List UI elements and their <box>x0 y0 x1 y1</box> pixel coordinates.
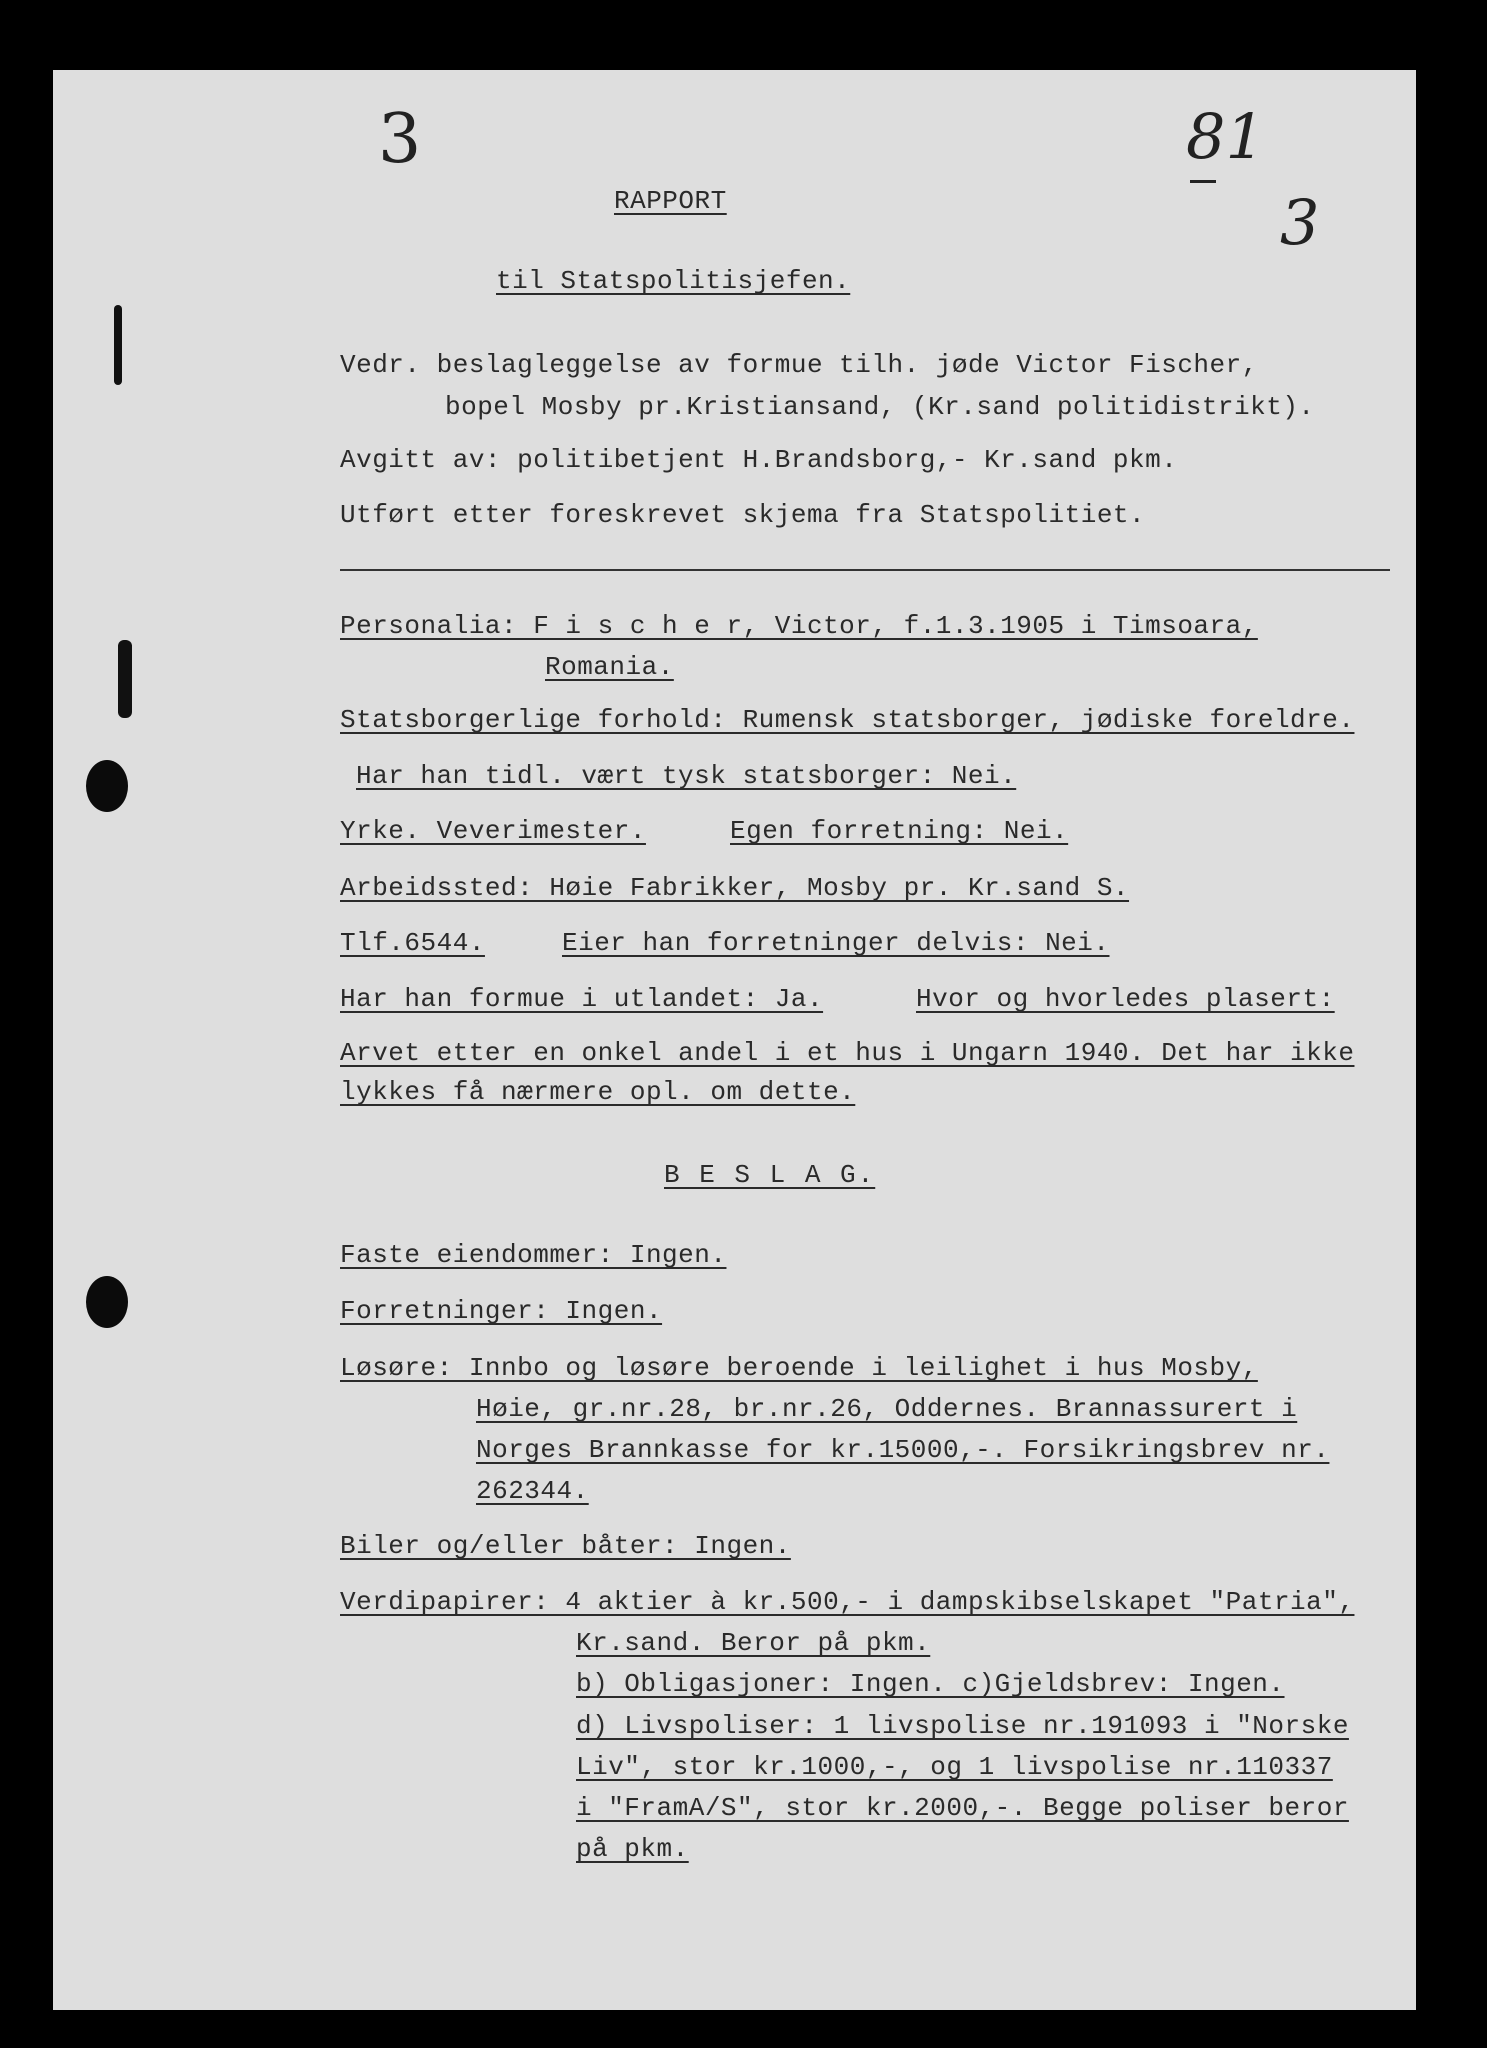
inheritance-line-1: Arvet etter en onkel andel i et hus i Ungarn 1940. Det har ikke <box>340 1038 1355 1068</box>
assets-abroad: Har han formue i utlandet: Ja. <box>340 984 824 1014</box>
movables-line-4: 262344. <box>476 1476 589 1506</box>
margin-mark <box>114 305 122 385</box>
handwritten-page-number: 3 <box>378 100 422 179</box>
movables-line-3: Norges Brannkasse for kr.15000,-. Forsikringsbrev nr. <box>476 1435 1330 1465</box>
punch-hole <box>86 1276 128 1328</box>
securities-line-7: på pkm. <box>576 1834 689 1864</box>
vehicles-boats: Biler og/eller båter: Ingen. <box>340 1531 791 1561</box>
businesses: Forretninger: Ingen. <box>340 1296 663 1326</box>
handwritten-archive-number: 81 <box>1186 100 1265 173</box>
occupation: Yrke. Veverimester. <box>340 816 646 846</box>
securities-line-5: Liv", stor kr.1000,-, og 1 livspolise nr.110337 <box>576 1752 1333 1782</box>
divider-line <box>340 569 1390 571</box>
securities-line-3: b) Obligasjoner: Ingen. c)Gjeldsbrev: Ingen. <box>576 1669 1285 1699</box>
report-title: RAPPORT <box>614 186 727 216</box>
securities-line-6: i "FramA/S", stor kr.2000,-. Begge poliser beror <box>576 1793 1349 1823</box>
workplace: Arbeidssted: Høie Fabrikker, Mosby pr. Kr.sand S. <box>340 873 1130 903</box>
inheritance-line-2: lykkes få nærmere opl. om dette. <box>340 1077 856 1107</box>
subject-line-2: bopel Mosby pr.Kristiansand, (Kr.sand politidistrikt). <box>445 392 1315 422</box>
handwritten-sheet-number: 3 <box>1280 186 1320 259</box>
handwritten-stroke <box>1190 180 1216 183</box>
subject-line-1: Vedr. beslagleggelse av formue tilh. jøde Victor Fischer, <box>340 350 1258 380</box>
personalia-line-2: Romania. <box>545 652 674 682</box>
securities-line-1: Verdipapirer: 4 aktier à kr.500,- i dampskibselskapet "Patria", <box>340 1587 1355 1617</box>
own-business: Egen forretning: Nei. <box>730 816 1069 846</box>
securities-line-2: Kr.sand. Beror på pkm. <box>576 1628 931 1658</box>
form-note: Utført etter foreskrevet skjema fra Statspolitiet. <box>340 500 1146 530</box>
phone: Tlf.6544. <box>340 928 485 958</box>
citizenship: Statsborgerlige forhold: Rumensk statsborger, jødiske foreldre. <box>340 705 1355 735</box>
placement-question: Hvor og hvorledes plasert: <box>916 984 1335 1014</box>
partial-business-owner: Eier han forretninger delvis: Nei. <box>562 928 1110 958</box>
real-estate: Faste eiendommer: Ingen. <box>340 1240 727 1270</box>
punch-hole <box>86 760 128 812</box>
securities-line-4: d) Livspoliser: 1 livspolise nr.191093 i "Norske <box>576 1711 1349 1741</box>
movables-line-1: Løsøre: Innbo og løsøre beroende i leilighet i hus Mosby, <box>340 1353 1258 1383</box>
former-german-citizen: Har han tidl. vært tysk statsborger: Nei. <box>356 761 1017 791</box>
personalia-line-1: Personalia: F i s c h e r, Victor, f.1.3.1905 i Timsoara, <box>340 611 1258 641</box>
seizure-heading: B E S L A G. <box>664 1160 876 1190</box>
margin-mark <box>118 640 132 718</box>
issued-by: Avgitt av: politibetjent H.Brandsborg,- Kr.sand pkm. <box>340 445 1178 475</box>
report-recipient: til Statspolitisjefen. <box>496 266 851 296</box>
movables-line-2: Høie, gr.nr.28, br.nr.26, Oddernes. Brannassurert i <box>476 1394 1298 1424</box>
